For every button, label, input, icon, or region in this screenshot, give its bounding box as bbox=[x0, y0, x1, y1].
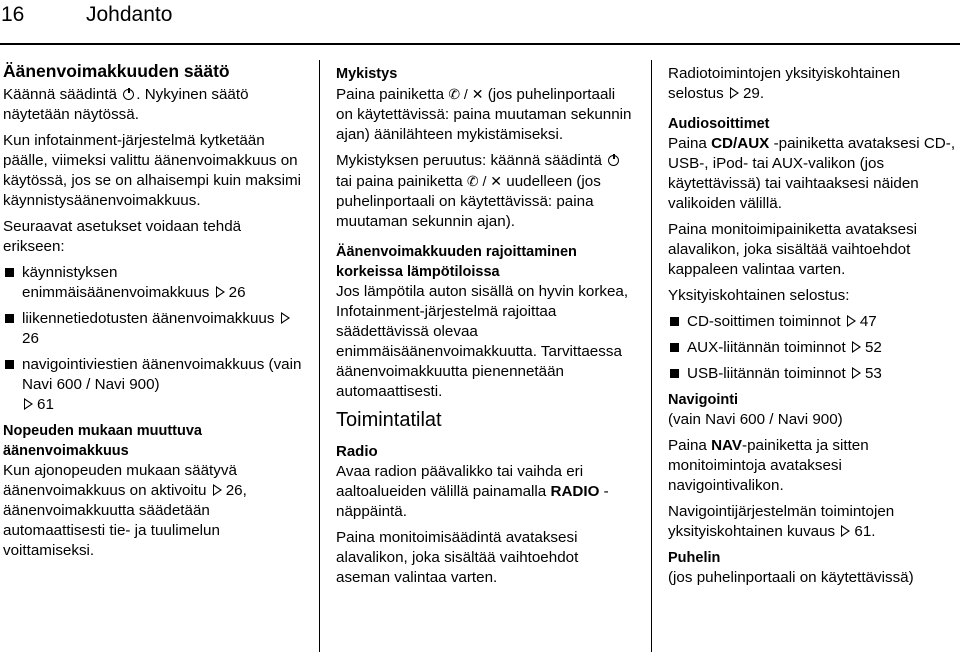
volume-paragraph-2: Kun infotainment-järjestelmä kytketään päälle, viimeksi valittu äänenvoimakkuus on käytössä, jos se on alhaisempi kuin maksimi käynnistysäänenvoimakkuus. bbox=[3, 132, 301, 209]
phone-mute-icon: ✆ / ✕ bbox=[448, 86, 484, 102]
temperature-limit-paragraph: Jos lämpötila auton sisällä on hyvin korkea, Infotainment-järjestelmä rajoittaa säädettävissä olevaa enimmäisäänenvoimakkuutta. Tarvittaessa äänenvoimakkuutta pienennetään automaattisesti. bbox=[336, 283, 629, 400]
cd-aux-button-label: CD/AUX bbox=[711, 135, 770, 152]
column-divider bbox=[319, 60, 320, 652]
page-reference[interactable]: 26 bbox=[22, 330, 39, 347]
list-item-text: käynnistyksen enimmäisäänenvoimakkuus bbox=[22, 264, 210, 301]
volume-knob-icon bbox=[123, 89, 134, 100]
page-reference[interactable]: 61 bbox=[854, 523, 872, 540]
speed-volume-heading: Nopeuden mukaan muuttuva äänenvoimakkuus bbox=[3, 423, 202, 459]
page-reference[interactable]: 26 bbox=[225, 482, 243, 499]
page-reference-icon bbox=[24, 398, 33, 410]
audio-paragraph-2: Paina monitoimipainiketta avataksesi alavalikon, joka sisältää vaihtoehdot kappaleen valintaa varten. bbox=[668, 221, 918, 278]
page-reference-icon bbox=[847, 315, 856, 327]
audio-paragraph-1 bbox=[668, 134, 960, 214]
list-item-text: liikennetiedotusten äänenvoimakkuus bbox=[22, 310, 275, 327]
page-reference-icon bbox=[841, 525, 850, 537]
text: (jos puhelinportaali on käytettävissä: paina muutaman sekunnin ajan) äänilähteen mykistämiseksi. bbox=[336, 86, 632, 143]
page-reference[interactable]: 53 bbox=[864, 365, 882, 382]
column-2 bbox=[336, 64, 636, 594]
text: tai paina painiketta bbox=[336, 173, 463, 190]
radio-heading: Radio bbox=[336, 443, 378, 460]
audio-players-heading: Audiosoittimet bbox=[668, 116, 770, 132]
phone-heading: Puhelin bbox=[668, 550, 721, 566]
volume-knob-icon bbox=[608, 155, 619, 166]
chapter-title: Johdanto bbox=[86, 3, 173, 26]
navigation-subheading: (vain Navi 600 / Navi 900) bbox=[668, 411, 843, 428]
radio-paragraph-2: Paina monitoimisäädintä avataksesi alavalikon, joka sisältää vaihtoehdot aseman valintaa varten. bbox=[336, 529, 579, 586]
text: uudelleen (jos puhelinportaali on käytettävissä: paina muutaman sekunnin ajan). bbox=[336, 173, 601, 230]
temperature-limit-heading: Äänenvoimakkuuden rajoittaminen korkeissa lämpötiloissa bbox=[336, 244, 577, 280]
text: Käännä säädintä bbox=[3, 86, 118, 103]
bullet-icon bbox=[5, 314, 14, 323]
volume-paragraph-1 bbox=[3, 85, 303, 125]
page-reference-icon bbox=[730, 87, 739, 99]
column-1 bbox=[3, 60, 303, 567]
text: Mykistyksen peruutus: käännä säädintä bbox=[336, 152, 602, 169]
list-item-text: CD-soittimen toiminnot bbox=[687, 313, 841, 330]
text: , äänenvoimakkuutta säädetään automaattisesti tie- ja tuulimelun voittamiseksi. bbox=[3, 482, 247, 559]
bullet-icon bbox=[670, 343, 679, 352]
navigation-heading: Navigointi bbox=[668, 392, 739, 408]
list-item bbox=[3, 355, 303, 415]
mute-paragraph-2 bbox=[336, 151, 636, 232]
mute-heading: Mykistys bbox=[336, 66, 398, 82]
text: -painiketta ja sitten monitoimintoja avataksesi navigointivalikon. bbox=[668, 437, 869, 494]
text: Paina bbox=[668, 437, 707, 454]
list-item bbox=[668, 364, 960, 384]
page-reference[interactable]: 61 bbox=[37, 396, 54, 413]
mute-paragraph-1 bbox=[336, 84, 636, 145]
volume-paragraph-3: Seuraavat asetukset voidaan tehdä erikseen: bbox=[3, 218, 242, 255]
page-reference-icon bbox=[852, 341, 861, 353]
navigation-paragraph-1 bbox=[668, 436, 960, 496]
text: Paina painiketta bbox=[336, 86, 445, 103]
page-reference-icon bbox=[281, 312, 290, 324]
bullet-icon bbox=[670, 369, 679, 378]
bullet-icon bbox=[5, 268, 14, 277]
text: Kun ajonopeuden mukaan säätyvä äänenvoimakkuus on aktivoitu bbox=[3, 462, 237, 499]
audio-list bbox=[668, 312, 960, 384]
phone-subheading: (jos puhelinportaali on käytettävissä) bbox=[668, 569, 914, 586]
column-3 bbox=[668, 64, 960, 594]
page-reference-icon bbox=[216, 286, 225, 298]
list-item-text: AUX-liitännän toiminnot bbox=[687, 339, 846, 356]
text: -näppäintä. bbox=[336, 483, 609, 520]
list-item bbox=[3, 309, 303, 349]
page-reference[interactable]: 47 bbox=[859, 313, 877, 330]
speed-volume-paragraph bbox=[3, 461, 303, 561]
bullet-icon bbox=[670, 317, 679, 326]
list-item bbox=[3, 263, 303, 303]
page-reference[interactable]: 26 bbox=[228, 284, 246, 301]
nav-button-label: NAV bbox=[711, 437, 743, 454]
radio-details-paragraph: Radiotoimintojen yksityiskohtainen selostus 29. bbox=[668, 65, 901, 102]
text: Radiotoimintojen yksityiskohtainen selostus bbox=[668, 65, 901, 102]
section-title: Toimintatilat bbox=[336, 409, 442, 431]
text: Navigointijärjestelmän toimintojen yksityiskohtainen kuvaus bbox=[668, 503, 895, 540]
page-number: 16 bbox=[1, 3, 25, 26]
header-rule bbox=[0, 43, 960, 45]
text: Paina bbox=[668, 135, 707, 152]
bullet-icon bbox=[5, 360, 14, 369]
text: . Nykyinen säätö näytetään näytössä. bbox=[3, 86, 249, 123]
list-item bbox=[668, 338, 960, 358]
radio-paragraph-1 bbox=[336, 462, 636, 522]
column-divider bbox=[651, 60, 652, 652]
audio-paragraph-3: Yksityiskohtainen selostus: bbox=[668, 287, 850, 304]
settings-list bbox=[3, 263, 303, 415]
list-item-text: navigointiviestien äänenvoimakkuus (vain Navi 600 / Navi 900) bbox=[22, 356, 302, 393]
list-item-text: USB-liitännän toiminnot bbox=[687, 365, 846, 382]
list-item bbox=[668, 312, 960, 332]
page-reference-icon bbox=[213, 484, 222, 496]
navigation-paragraph-2: Navigointijärjestelmän toimintojen yksityiskohtainen kuvaus 61. bbox=[668, 503, 895, 540]
phone-mute-icon: ✆ / ✕ bbox=[466, 173, 503, 189]
page-reference[interactable]: 52 bbox=[864, 339, 882, 356]
page-reference-icon bbox=[852, 367, 861, 379]
volume-heading: Äänenvoimakkuuden säätö bbox=[3, 61, 230, 81]
text: -painiketta avataksesi CD-, USB-, iPod- tai AUX-valikon (jos käytettävissä) tai vaihtaaksesi näiden valikoiden välillä. bbox=[668, 135, 956, 212]
text: Avaa radion päävalikko tai vaihda eri aaltoalueiden välillä painamalla bbox=[336, 463, 584, 500]
radio-button-label: RADIO bbox=[550, 483, 600, 500]
page-reference[interactable]: 29 bbox=[742, 85, 760, 102]
page-header bbox=[0, 0, 960, 40]
